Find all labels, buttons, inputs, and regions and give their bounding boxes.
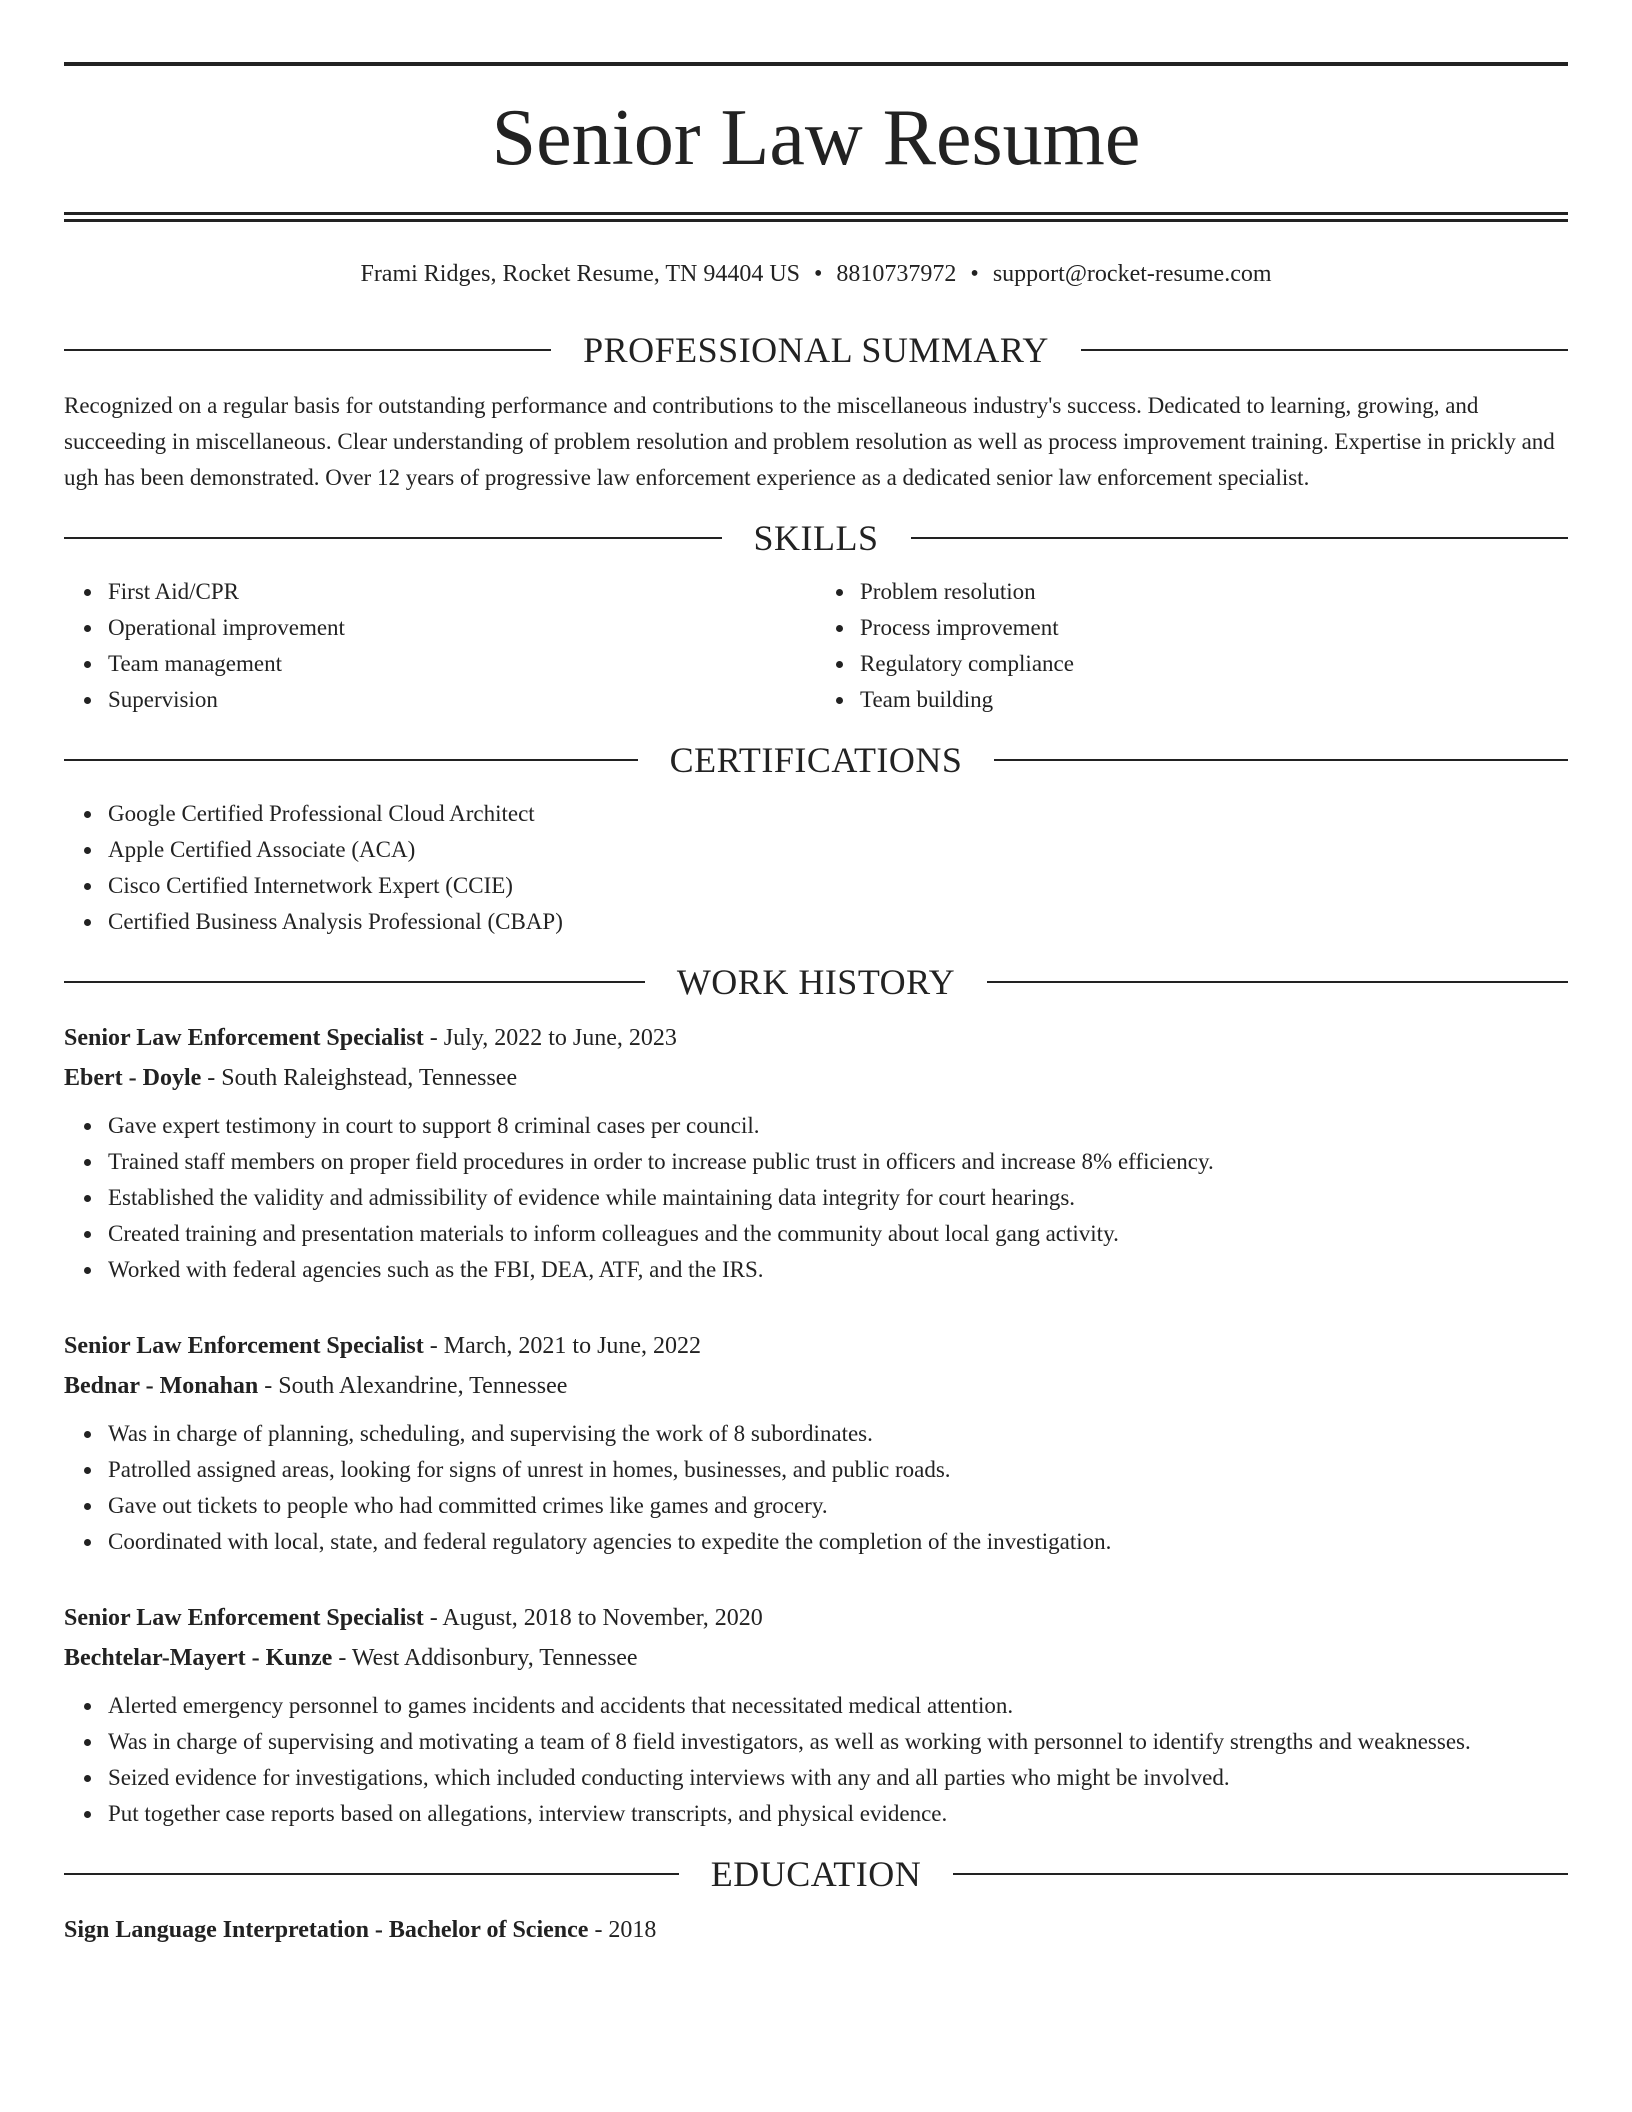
contact-email: support@rocket-resume.com	[992, 261, 1272, 287]
job-company-line	[64, 1638, 1568, 1678]
divider-line	[64, 1873, 679, 1875]
skills-grid	[64, 560, 1568, 718]
job-duty: Coordinated with local, state, and federal regulatory agencies to expedite the completion of the investigation.	[108, 1524, 1568, 1560]
section-title-education: EDUCATION	[710, 1854, 922, 1894]
job-location: - South Raleighstead, Tennessee	[201, 1065, 518, 1091]
education-entry	[64, 1910, 1568, 1950]
skills-list-right	[816, 574, 1568, 718]
divider-line	[64, 759, 638, 761]
section-header-certifications	[64, 738, 1568, 782]
job-entry	[64, 1018, 1568, 1288]
education-year: - 2018	[588, 1917, 657, 1943]
section-header-education	[64, 1852, 1568, 1896]
job-duty: Was in charge of planning, scheduling, and supervising the work of 8 subordinates.	[108, 1416, 1568, 1452]
section-title-summary: PROFESSIONAL SUMMARY	[583, 330, 1049, 370]
job-duty: Gave expert testimony in court to support 8 criminal cases per council.	[108, 1108, 1568, 1144]
job-title-line	[64, 1598, 1568, 1638]
divider-line	[64, 349, 551, 351]
divider-line	[994, 759, 1568, 761]
section-title-work-history: WORK HISTORY	[676, 962, 956, 1002]
job-company: Bednar - Monahan	[64, 1373, 259, 1399]
job-title-line	[64, 1326, 1568, 1366]
title-double-rule	[64, 212, 1568, 222]
skill-item: Supervision	[108, 682, 816, 718]
skill-item: Team building	[860, 682, 1568, 718]
section-header-work-history	[64, 960, 1568, 1004]
contact-separator: •	[814, 261, 823, 287]
divider-line	[1081, 349, 1568, 351]
contact-line	[64, 258, 1568, 290]
job-location: - West Addisonbury, Tennessee	[332, 1645, 638, 1671]
section-title-certifications: CERTIFICATIONS	[669, 740, 963, 780]
job-company: Ebert - Doyle	[64, 1065, 202, 1091]
top-rule	[64, 62, 1568, 66]
job-duty: Alerted emergency personnel to games incidents and accidents that necessitated medical attention.	[108, 1688, 1568, 1724]
job-duties-list	[64, 1688, 1568, 1832]
job-dates: - March, 2021 to June, 2022	[423, 1333, 702, 1359]
job-duty: Trained staff members on proper field procedures in order to increase public trust in officers and increase 8% efficiency.	[108, 1144, 1568, 1180]
education-degree: Sign Language Interpretation - Bachelor of Science	[64, 1917, 589, 1943]
contact-address: Frami Ridges, Rocket Resume, TN 94404 US	[360, 261, 801, 287]
job-title: Senior Law Enforcement Specialist	[64, 1025, 424, 1051]
skills-list-left	[64, 574, 816, 718]
contact-phone: 8810737972	[836, 261, 957, 287]
job-company: Bechtelar-Mayert - Kunze	[64, 1645, 333, 1671]
certification-item: Apple Certified Associate (ACA)	[108, 832, 1568, 868]
skill-item: Team management	[108, 646, 816, 682]
job-company-line	[64, 1058, 1568, 1098]
job-duty: Was in charge of supervising and motivating a team of 8 field investigators, as well as working with personnel to identify strengths and weaknesses.	[108, 1724, 1568, 1760]
certification-item: Certified Business Analysis Professional (CBAP)	[108, 904, 1568, 940]
job-duty: Patrolled assigned areas, looking for signs of unrest in homes, businesses, and public roads.	[108, 1452, 1568, 1488]
summary-text: Recognized on a regular basis for outstanding performance and contributions to the miscellaneous industry's success. Dedicated to learning, growing, and succeeding in miscellaneous. Clear understanding of problem resolution and problem resolution as well as process improvement training. Expertise in prickly and ugh has been demonstrated. Over 12 years of progressive law enforcement experience as a dedicated senior law enforcement specialist.	[64, 393, 1555, 490]
skill-item: Regulatory compliance	[860, 646, 1568, 682]
section-header-summary	[64, 328, 1568, 372]
skill-item: Problem resolution	[860, 574, 1568, 610]
divider-line	[64, 981, 645, 983]
divider-line	[64, 537, 722, 539]
certifications-list	[64, 796, 1568, 940]
divider-line	[953, 1873, 1568, 1875]
job-duty: Created training and presentation materials to inform colleagues and the community about local gang activity.	[108, 1216, 1568, 1252]
job-title-line	[64, 1018, 1568, 1058]
section-header-skills	[64, 516, 1568, 560]
job-entry	[64, 1326, 1568, 1560]
section-title-skills: SKILLS	[753, 518, 879, 558]
job-dates: - August, 2018 to November, 2020	[423, 1605, 763, 1631]
job-duty: Worked with federal agencies such as the FBI, DEA, ATF, and the IRS.	[108, 1252, 1568, 1288]
job-duties-list	[64, 1416, 1568, 1560]
job-entry	[64, 1598, 1568, 1832]
divider-line	[911, 537, 1569, 539]
resume-title: Senior Law Resume	[491, 94, 1141, 182]
certification-item: Google Certified Professional Cloud Architect	[108, 796, 1568, 832]
skill-item: First Aid/CPR	[108, 574, 816, 610]
job-duty: Gave out tickets to people who had committed crimes like games and grocery.	[108, 1488, 1568, 1524]
job-duty: Seized evidence for investigations, which included conducting interviews with any and all parties who might be involved.	[108, 1760, 1568, 1796]
job-location: - South Alexandrine, Tennessee	[258, 1373, 568, 1399]
skill-item: Process improvement	[860, 610, 1568, 646]
divider-line	[987, 981, 1568, 983]
job-duty: Established the validity and admissibility of evidence while maintaining data integrity for court hearings.	[108, 1180, 1568, 1216]
job-duties-list	[64, 1108, 1568, 1288]
contact-separator: •	[970, 261, 979, 287]
job-company-line	[64, 1366, 1568, 1406]
job-title: Senior Law Enforcement Specialist	[64, 1333, 424, 1359]
job-title: Senior Law Enforcement Specialist	[64, 1605, 424, 1631]
job-duty: Put together case reports based on allegations, interview transcripts, and physical evidence.	[108, 1796, 1568, 1832]
skill-item: Operational improvement	[108, 610, 816, 646]
job-dates: - July, 2022 to June, 2023	[423, 1025, 677, 1051]
certification-item: Cisco Certified Internetwork Expert (CCIE)	[108, 868, 1568, 904]
